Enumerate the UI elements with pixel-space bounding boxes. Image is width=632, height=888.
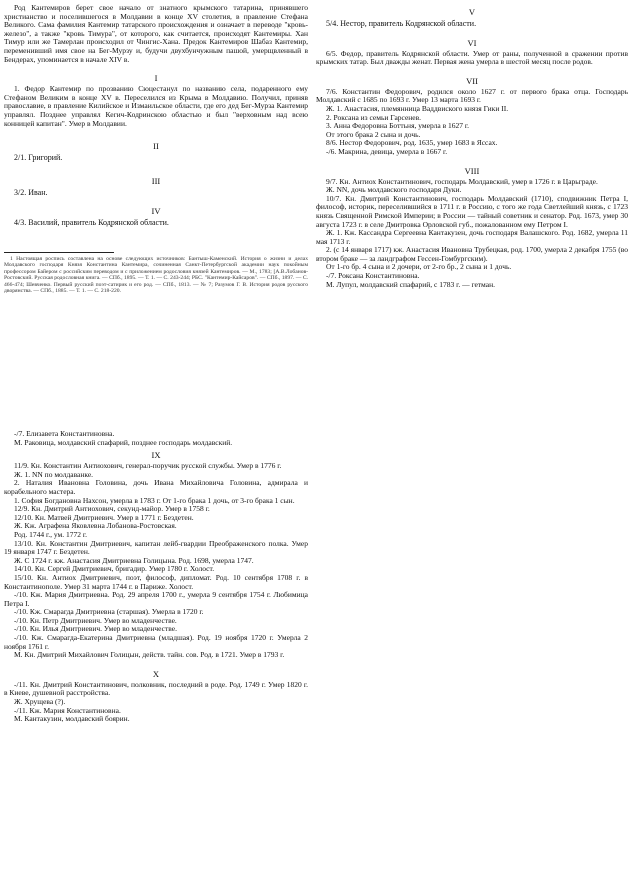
entry-9-6: Ж. Кж. Аграфена Яковлевна Лобанова-Ростовская. <box>14 521 177 531</box>
entry-2: 2/1. Григорий. <box>14 153 63 163</box>
right-column <box>316 4 628 289</box>
entry-10-3: М. Кантакузин, молдавский боярин. <box>14 714 130 724</box>
generation-heading-8: VIII <box>464 165 480 176</box>
left-column <box>4 4 308 295</box>
entry-7-3: 3. Анна Федоровна Боттьня, умерла в 1627 г. <box>326 121 469 131</box>
generation-heading-7: VII <box>466 75 478 86</box>
entry-10-0: -/11. Кн. Дмитрий Константинович, полковник, последний в роде. Род. 1749 г. Умер 1820 г. в Киеве, душевной расстройства. <box>4 679 308 698</box>
entry-9-14: -/10. Кн. Петр Дмитриевич. Умер во младенчестве. <box>14 615 177 625</box>
entry-8-2: 10/7. Кн. Дмитрий Константинович, господарь Молдавский (1710), сподвижник Петра I, философ, историк, переселившийся в 1711 г. в Россию, с того же года Светлейший князь, с 1723 князь Священной Римской Империи; в России — тайный советник и сенатор. Род. 1673, умер 30 августа 1723 г. в селе Дмитровка Орловской губ., пожалованном ему Петром I. <box>316 193 628 229</box>
entry-7-5: 8/6. Нестор Федорович, род. 1635, умер 1683 в Яссах. <box>326 138 498 148</box>
entry-4: 4/3. Василий, правитель Кодрянской области. <box>14 218 169 228</box>
entry-8-1: Ж. NN, дочь молдавского господаря Дуки. <box>326 185 462 195</box>
entry-elizaveta-spouse: М. Раковица, молдавский спафарий, позднее господарь молдавский. <box>14 437 233 447</box>
entry-9-12: -/10. Кж. Мария Дмитриевна. Род. 29 апреля 1700 г., умерла 9 сентября 1754 г. Любимица Петра I. <box>4 590 308 608</box>
generation-heading-4: IV <box>151 206 161 217</box>
entry-7-2: 2. Роксана из семьи Гарсенев. <box>326 112 422 122</box>
entry-9-11: 15/10. Кн. Антиох Дмитриевич, поэт, философ, дипломат. Род. 10 сентября 1708 г. в Константинополе. Умер 31 марта 1744 г. в Париже. Холост. <box>4 572 308 591</box>
generation-heading-5: V <box>468 7 476 17</box>
entry-8-6: -/7. Роксана Константиновна. <box>326 271 420 281</box>
entry-6: 6/5. Федор, правитель Кодрянской области. Умер от раны, полученной в сражении против крымских татар. Был дважды женат. Первая жена умерла в шестой месяц после родов. <box>316 48 628 67</box>
entry-7-1: Ж. 1. Анастасия, племянница Ваддвиского князя Гики II. <box>326 103 509 113</box>
entry-7-0: 7/6. Константин Федорович, родился около 1627 г. от первого брака отца. Господарь Молдавский с 1685 по 1693 г. Умер 13 марта 1693 г. <box>316 86 628 105</box>
entry-9-2: 2. Наталия Ивановна Головина, дочь Ивана Михайловича Головина, адмирала и корабельного мастера. <box>4 478 308 496</box>
entry-8-3: Ж. 1. Кж. Кассандра Сергеевна Кантакузен, дочь господаря Валашского. Род. 1682, умерла 11 мая 1713 г. <box>316 228 628 246</box>
entry-7-4: От этого брака 2 сына и дочь. <box>326 129 421 139</box>
entry-5: 5/4. Нестор, правитель Кодрянской области. <box>326 19 477 28</box>
entry-9-7: Род. 1744 г., ум. 1772 г. <box>14 529 87 539</box>
entry-10-1: Ж. Хрущева (?). <box>14 697 66 707</box>
entry-8-0: 9/7. Кн. Антиох Константинович, господарь Молдавский, умер в 1726 г. в Царьграде. <box>326 176 598 186</box>
entry-9-15: -/10. Кн. Илья Дмитриевич. Умер во младенчестве. <box>14 624 177 634</box>
entry-10-2: -/11. Кж. Мария Константиновна. <box>14 705 121 715</box>
entry-9-10: 14/10. Кн. Сергей Дмитриевич, бригадир. Умер 1780 г. Холост. <box>14 564 215 574</box>
generation-heading-10: X <box>152 668 160 679</box>
entry-8-7: М. Лупул, молдавский спафарий, с 1783 г. — гетман. <box>326 279 495 289</box>
entry-1: 1. Федор Кантемир по прозванию Сюцестанул по названию села, подаренного ему Стефаном Великим в конце XV в. Переселился из Крыма в Молдавию. Получил, приняв православие, в правление Килийское и Измаильское области, где его дед Бег-Мурза Кантемир управлял. Позднее управлял Кегич-Кодринскою областью и был "верховным над всею конницей капитан". Умер в Молдавии. <box>4 84 308 128</box>
entry-9-13: -/10. Кж. Смарагда Дмитриевна (старшая). Умерла в 1720 г. <box>14 607 204 617</box>
footnote: 1 Настоящая роспись составлена на основе следующих источников: Бантыш-Каменский. История о жизни и делах Молдавского господаря Князя Константина Кантемира, сочиненная Санкт-Петербургской академии наук покойным профессором Байером с российским переводом и с приложением родословия князей Кантемиров. — М., 1783; [А.В.Лобанов-Ростовский. Русская родословная книга. — СПб., 1895. — Т. 1. — С. 243-244; РБС. "Кантемир-Кайсаров". — СПб., 1897. — С. 466-474; Шевченко. Первый русский поэт-сатирик и его род. — СПб., 1813. — № 7; Разумов Г. В. История родов русского дворянства. — СПб., 1885. — Т. 1. — С. 218-220. <box>4 255 308 295</box>
generation-heading-1: I <box>154 73 158 84</box>
entry-9-9: Ж. С 1724 г. кж. Анастасия Дмитриевна Голицына. Род. 1698, умерла 1747. <box>14 555 254 565</box>
entry-7-6: -/6. Макрина, девица, умерла в 1667 г. <box>326 146 448 156</box>
entry-9-5: 12/10. Кн. Матвей Дмитриевич. Умер в 1771 г. Бездетен. <box>14 512 194 522</box>
entry-9-16: -/10. Кж. Смарагда-Екатерина Дмитриевна (младшая). Род. 19 ноября 1720 г. Умерла 2 ноября 1761 г. <box>4 633 308 651</box>
entry-9-0: 11/9. Кн. Константин Антиохович, генерал-поручик русской службы. Умер в 1776 г. <box>14 461 282 471</box>
entry-elizaveta: -/7. Елизавета Константиновна. <box>14 429 115 438</box>
entry-9-1: Ж. 1. NN по молдаванке. <box>14 469 94 479</box>
entry-8-4: 2. (с 14 января 1717) кж. Анастасия Ивановна Трубецкая, род. 1700, умерла 2 декабря 1755 (во втором браке — за ландграфом Гессен-Гомбургским). <box>316 245 628 263</box>
entry-9-4: 12/9. Кн. Дмитрий Антиохович, секунд-майор. Умер в 1758 г. <box>14 504 210 514</box>
generation-heading-6: VI <box>467 37 477 48</box>
entry-9-17: М. Кн. Дмитрий Михайлович Голицын, действ. тайн. сов. Род. в 1721. Умер в 1793 г. <box>14 650 285 660</box>
generation-heading-9: IX <box>151 450 161 461</box>
entry-9-3: 1. София Богдановна Нахсон, умерла в 1783 г. От 1-го брака 1 дочь, от 3-го брака 1 сын. <box>14 495 295 505</box>
left-lower-section <box>4 430 308 724</box>
entry-9-8: 13/10. Кн. Константин Дмитриевич, капитан лейб-гвардии Преображенского полка. Умер 19 января 1747 г. Бездетен. <box>4 538 308 557</box>
entry-3: 3/2. Иван. <box>14 187 48 197</box>
generation-heading-3: III <box>151 175 161 186</box>
entry-8-5: От 1-го бр. 4 сына и 2 дочери, от 2-го бр., 2 сына и 1 дочь. <box>326 262 512 272</box>
generation-heading-2: II <box>153 141 159 152</box>
footnote-divider <box>4 252 114 253</box>
intro-paragraph: Род Кантемиров берет свое начало от знатного крымского татарина, принявшего христианство и поселившегося в Молдавии в конце XV столетия, в правление Стефана Великого. Сама фамилия Кантемир татарского происхождения и означает в переводе "кровь-железо", а также "кровь Тимура", от которого, как считается, происходят Кантемиры. Хан Тимур или же Тамерлан происходил от Чингис-Хана. Предок Кантемиров Шабаз Кантемир, переменивший имя свое на Бег-Мурзу и, будучи двухбунчужным пашой, умерщвленный в Бендерах, упоминается в начале XIV в. <box>4 3 308 64</box>
